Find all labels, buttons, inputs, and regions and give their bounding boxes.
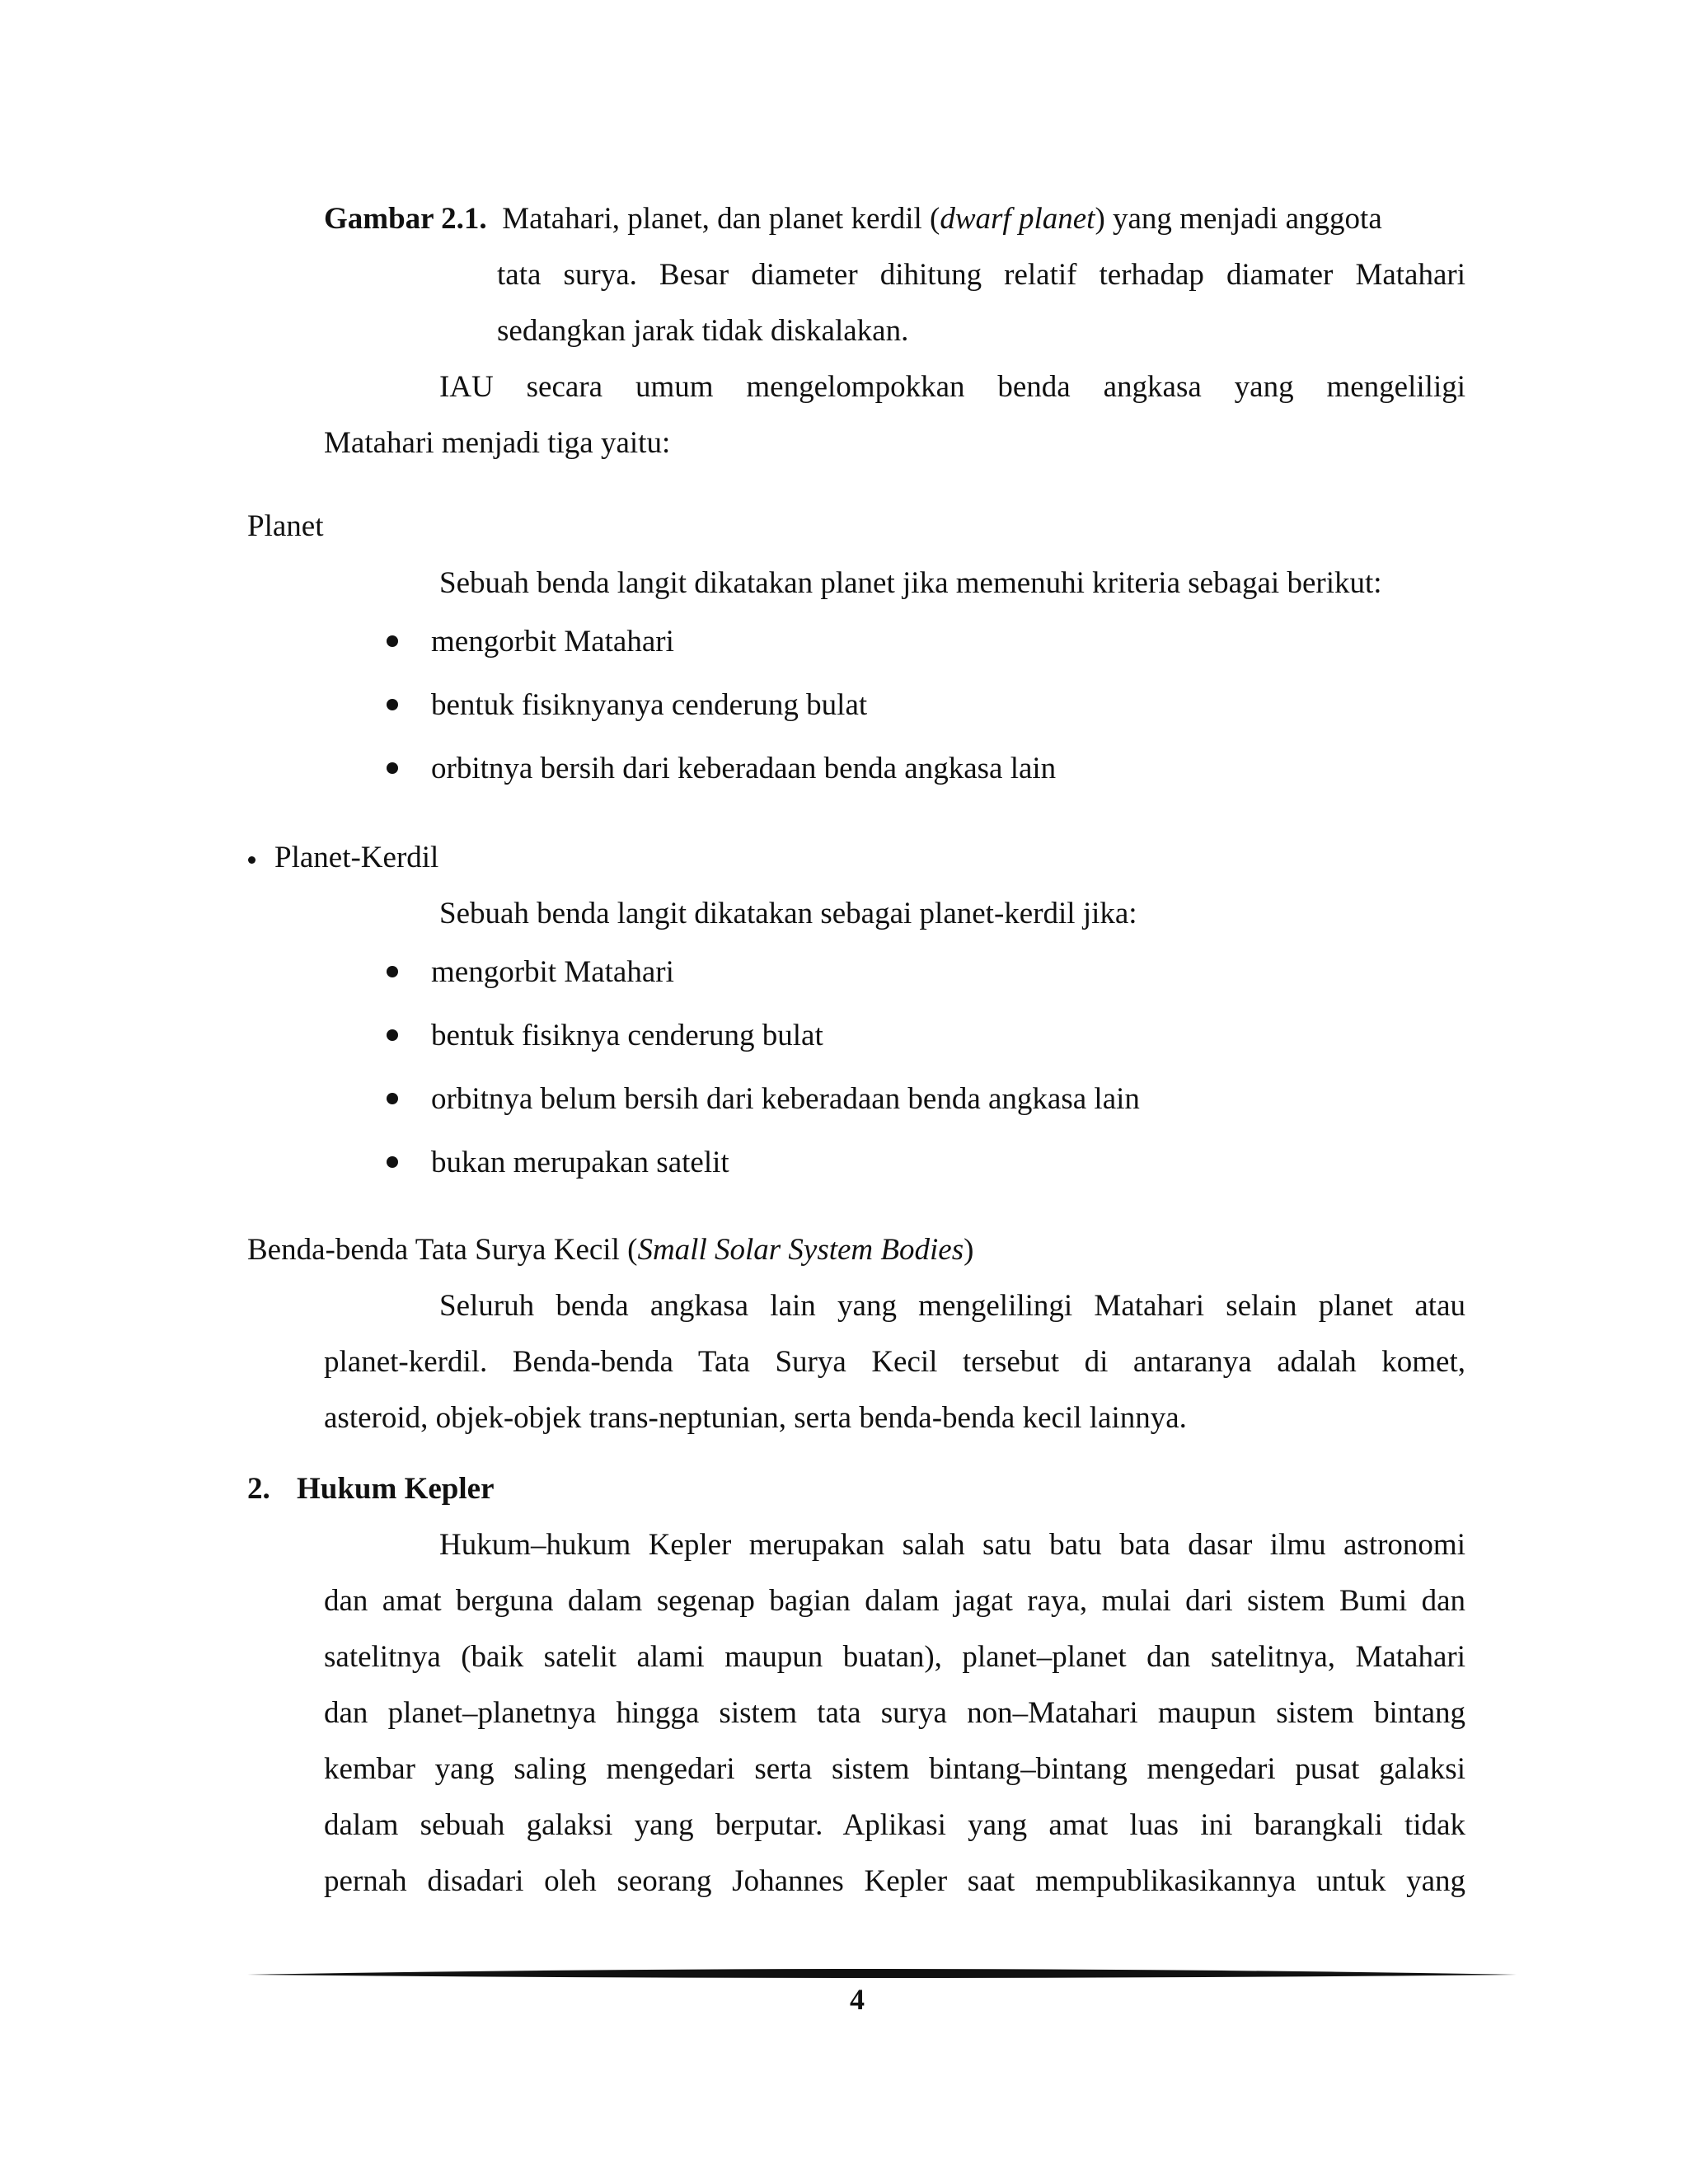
footer-divider — [247, 1963, 1517, 1983]
dwarf-criterion: mengorbit Matahari — [431, 955, 674, 989]
bullet-icon — [387, 1029, 398, 1041]
heading-bullet-icon — [248, 856, 256, 864]
figure-caption-line-3: sedangkan jarak tidak diskalakan. — [497, 314, 909, 348]
figure-caption-italic: dwarf planet — [940, 202, 1095, 236]
bullet-icon — [387, 762, 398, 774]
sssb-heading: Benda-benda Tata Surya Kecil (Small Solar System Bodies) — [247, 1233, 974, 1267]
sssb-line-1: Seluruh benda angkasa lain yang mengelilingi Matahari selain planet atau — [439, 1289, 1465, 1323]
figure-caption-text: Matahari, planet, dan planet kerdil ( — [502, 202, 940, 236]
kepler-line-5: kembar yang saling mengedari serta sistem bintang–bintang mengedari pusat galaksi — [324, 1752, 1465, 1786]
figure-caption-label: Gambar 2.1. — [324, 202, 487, 236]
bullet-icon — [387, 635, 398, 647]
planet-heading: Planet — [247, 509, 324, 543]
planet-lead: Sebuah benda langit dikatakan planet jika memenuhi kriteria sebagai berikut: — [439, 566, 1382, 600]
sssb-line-2: planet-kerdil. Benda-benda Tata Surya Kecil tersebut di antaranya adalah komet, — [324, 1345, 1465, 1379]
bullet-icon — [387, 1093, 398, 1104]
section-number: 2. — [247, 1472, 270, 1506]
dwarf-criterion: bentuk fisiknya cenderung bulat — [431, 1019, 823, 1052]
planet-criterion: mengorbit Matahari — [431, 625, 674, 658]
sssb-line-3: asteroid, objek-objek trans-neptunian, serta benda-benda kecil lainnya. — [324, 1401, 1187, 1435]
figure-caption-line-2: tata surya. Besar diameter dihitung relatif terhadap diamater Matahari — [497, 258, 1465, 292]
kepler-line-2: dan amat berguna dalam segenap bagian dalam jagat raya, mulai dari sistem Bumi dan — [324, 1584, 1465, 1618]
intro-line-1: IAU secara umum mengelompokkan benda angkasa yang mengeliligi — [439, 370, 1465, 404]
dwarf-criterion: orbitnya belum bersih dari keberadaan benda angkasa lain — [431, 1082, 1140, 1116]
dwarf-heading: Planet-Kerdil — [274, 841, 439, 874]
kepler-line-7: pernah disadari oleh seorang Johannes Kepler saat mempublikasikannya untuk yang — [324, 1864, 1465, 1898]
figure-caption-text-end: ) yang menjadi anggota — [1095, 202, 1382, 236]
intro-line-2: Matahari menjadi tiga yaitu: — [324, 426, 671, 460]
kepler-line-1: Hukum–hukum Kepler merupakan salah satu batu bata dasar ilmu astronomi — [439, 1528, 1465, 1562]
section-title: Hukum Kepler — [297, 1472, 495, 1506]
bullet-icon — [387, 699, 398, 710]
planet-criterion: orbitnya bersih dari keberadaan benda angkasa lain — [431, 752, 1057, 785]
page-number: 4 — [850, 1983, 865, 2016]
kepler-line-6: dalam sebuah galaksi yang berputar. Aplikasi yang amat luas ini barangkali tidak — [324, 1808, 1465, 1842]
dwarf-lead: Sebuah benda langit dikatakan sebagai planet-kerdil jika: — [439, 897, 1137, 930]
kepler-line-4: dan planet–planetnya hingga sistem tata surya non–Matahari maupun sistem bintang — [324, 1696, 1465, 1730]
kepler-line-3: satelitnya (baik satelit alami maupun buatan), planet–planet dan satelitnya, Matahari — [324, 1640, 1465, 1674]
planet-criterion: bentuk fisiknyanya cenderung bulat — [431, 688, 868, 722]
figure-caption-line-1 — [324, 204, 1382, 234]
bullet-icon — [387, 966, 398, 977]
bullet-icon — [387, 1156, 398, 1168]
dwarf-criterion: bukan merupakan satelit — [431, 1146, 729, 1179]
